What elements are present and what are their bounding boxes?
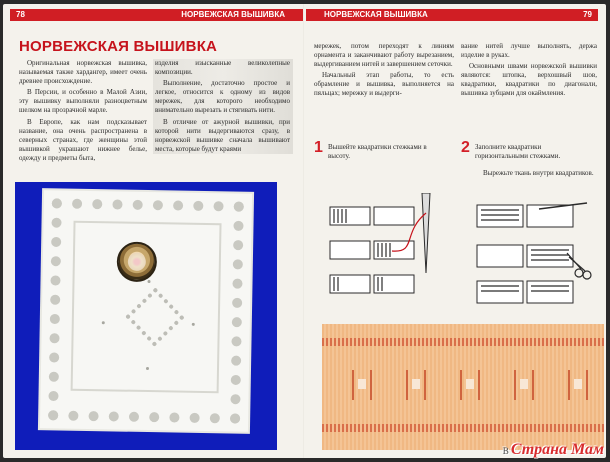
fabric-stitch-row bbox=[322, 424, 604, 432]
embroidery-photo bbox=[15, 182, 277, 450]
left-header-bar bbox=[10, 9, 303, 21]
left-text-col1 bbox=[19, 59, 147, 165]
kloster-block bbox=[350, 370, 374, 400]
step-1 bbox=[314, 139, 454, 309]
paragraph: Основными швами норвежской вышивки являются: штопка, верхошвый шов, квадратики, квадратики по диагонали, вышивка зубцами для окаймления. bbox=[461, 62, 597, 98]
paragraph: вание нитей лучше выполнять, держа изделие в руках. bbox=[461, 42, 597, 60]
right-page bbox=[306, 4, 606, 458]
step-number: 2 bbox=[461, 139, 470, 156]
left-text-col2 bbox=[155, 59, 290, 156]
paragraph: изделия изысканные великолепные композиции. bbox=[155, 59, 290, 77]
eyelet bbox=[102, 321, 105, 324]
hardanger-cloth bbox=[40, 190, 252, 432]
right-page-number: 79 bbox=[583, 10, 592, 19]
right-text-col2 bbox=[461, 42, 597, 101]
step-2-diagram bbox=[469, 193, 597, 308]
step-number: 1 bbox=[314, 139, 323, 156]
watermark-text: Страна Мам bbox=[510, 441, 604, 458]
watermark-prefix: В bbox=[502, 446, 509, 456]
needle-icon bbox=[422, 193, 430, 273]
eyelet bbox=[192, 323, 195, 326]
right-header-bar bbox=[306, 9, 598, 21]
step-extra-text: Вырежьте ткань внутри квадратиков. bbox=[483, 169, 594, 177]
step-text: Вышейте квадратики стежками в высоту. bbox=[328, 143, 427, 161]
paragraph: Выполнение, достаточно простое и легкое, относится к одному из видов мережек, для которого необходимо внимательно вырезать и стягивать нити. bbox=[155, 79, 290, 115]
page-title: НОРВЕЖСКАЯ ВЫШИВКА bbox=[19, 38, 218, 55]
step-1-diagram bbox=[322, 193, 447, 308]
kloster-block bbox=[512, 370, 536, 400]
fabric-stitch-row bbox=[322, 338, 604, 346]
paragraph: В отличие от ажурной вышивки, при которой нити выдергиваются сразу, в норвежской вышивке сначала вышивают места, которые будут краями bbox=[155, 117, 290, 153]
paragraph: Оригинальная норвежская вышивка, называемая также хардангер, имеет очень древнее происхождение. bbox=[19, 59, 147, 86]
step-2 bbox=[461, 139, 601, 309]
paragraph: В Персии, и особенно в Малой Азии, эту вышивку выполняли разноцветным шелком на прозрачной марле. bbox=[19, 88, 147, 115]
right-header-title: НОРВЕЖСКАЯ ВЫШИВКА bbox=[324, 10, 428, 19]
left-page bbox=[3, 4, 303, 458]
paragraph: Начальный этап работы, то есть обрамление и вышивка, выполняется на пяльцах; мережку и выдерги- bbox=[314, 71, 454, 98]
site-watermark bbox=[503, 441, 604, 459]
box-lid bbox=[128, 253, 146, 271]
paragraph: В Европе, как нам подсказывает название, она очень распространена в северных странах, где женщины этой вышивкой украшают нижнее белье, одежду и предметы быта, bbox=[19, 117, 147, 162]
right-text-col1 bbox=[314, 42, 454, 101]
step-text: Заполните квадратики горизонтальными стежками. bbox=[475, 143, 561, 161]
paragraph: мережек, потом переходят к линиям орнамента и заканчивают работу вырезанием, выдергиванием нитей и завершением сеточки. bbox=[314, 42, 454, 69]
kloster-block bbox=[458, 370, 482, 400]
fabric-sample-photo bbox=[322, 324, 604, 450]
eyelet bbox=[146, 367, 149, 370]
eyelet bbox=[147, 280, 150, 283]
left-page-number: 78 bbox=[16, 10, 25, 19]
kloster-block bbox=[404, 370, 428, 400]
kloster-block bbox=[566, 370, 590, 400]
left-header-title: НОРВЕЖСКАЯ ВЫШИВКА bbox=[181, 10, 285, 19]
